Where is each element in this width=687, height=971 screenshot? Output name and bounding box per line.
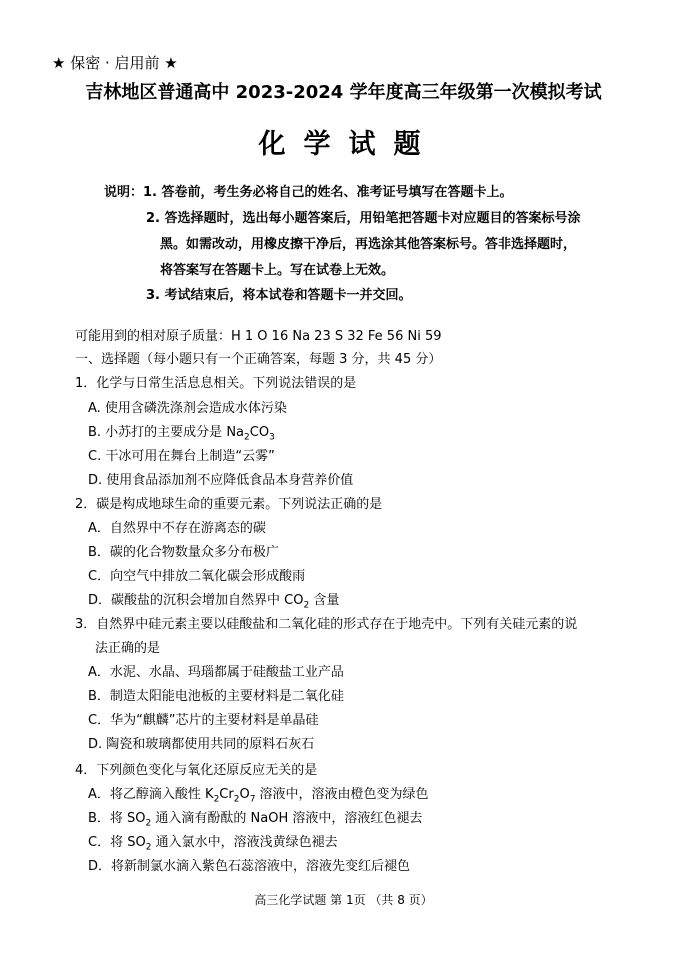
question-1-option-c: C. 干冰可用在舞台上制造“云雾” <box>88 449 275 464</box>
question-2-stem: 2．碳是构成地球生命的重要元素。下列说法正确的是 <box>75 497 383 512</box>
question-1-option-a: A. 使用含磷洗涤剂会造成水体污染 <box>88 401 287 416</box>
section-heading: 一、选择题（每小题只有一个正确答案，每题 3 分，共 45 分） <box>75 352 442 367</box>
instruction-line-3: 黑。如需改动，用橡皮擦干净后，再选涂其他答案标号。答非选择题时， <box>160 237 577 252</box>
question-2-option-a: A．自然界中不存在游离态的碳 <box>88 521 266 536</box>
instruction-line-4: 将答案写在答题卡上。写在试卷上无效。 <box>160 263 395 278</box>
question-2-option-b: B．碳的化合物数量众多分布极广 <box>88 545 279 560</box>
question-3-option-a: A．水泥、水晶、玛瑙都属于硅酸盐工业产品 <box>88 665 344 680</box>
question-3-stem-line-1: 3．自然界中硅元素主要以硅酸盐和二氧化硅的形式存在于地壳中。下列有关硅元素的说 <box>75 617 578 632</box>
page-footer: 高三化学试题 第 1页 （共 8 页） <box>254 893 433 907</box>
question-2-option-c: C．向空气中排放二氧化碳会形成酸雨 <box>88 569 306 584</box>
question-4-option-b: B．将 $SO_2$ 通入滴有酚酞的 NaOH 溶液中，溶液红色褪去 <box>88 811 423 829</box>
question-3-stem-line-2: 法正确的是 <box>95 641 161 656</box>
question-4-stem: 4．下列颜色变化与氧化还原反应无关的是 <box>75 763 318 778</box>
question-1-option-d: D. 使用食品添加剂不应降低食品本身营养价值 <box>88 473 354 488</box>
question-1-option-b: B. 小苏打的主要成分是 $Na_2CO_3$ <box>88 425 275 443</box>
instruction-line-1: 说明：1. 答卷前，考生务必将自己的姓名、准考证号填写在答题卡上。 <box>104 185 513 200</box>
confidential-mark: ★ 保密 · 启用前 ★ <box>52 54 178 72</box>
question-2-option-d: D．碳酸盐的沉积会增加自然界中 $CO_2$ 含量 <box>88 593 340 611</box>
subject-title: 化学试题 <box>258 129 439 160</box>
question-4-option-a: A．将乙醇滴入酸性 $K_2Cr_2O_7$ 溶液中，溶液由橙色变为绿色 <box>88 787 429 805</box>
exam-title: 吉林地区普通高中 2023-2024 学年度高三年级第一次模拟考试 <box>85 82 602 103</box>
question-1-stem: 1．化学与日常生活息息相关。下列说法错误的是 <box>75 376 357 391</box>
atomic-masses: 可能用到的相对原子质量：H 1 O 16 Na 23 S 32 Fe 56 Ni 59 <box>75 329 442 344</box>
question-4-option-c: C．将 $SO_2$ 通入氯水中，溶液浅黄绿色褪去 <box>88 835 338 853</box>
question-3-option-c: C．华为“麒麟”芯片的主要材料是单晶硅 <box>88 713 319 728</box>
instruction-line-2: 2. 答选择题时，选出每小题答案后，用铅笔把答题卡对应题目的答案标号涂 <box>146 211 581 226</box>
instruction-line-5: 3. 考试结束后，将本试卷和答题卡一并交回。 <box>146 288 412 303</box>
question-3-option-b: B．制造太阳能电池板的主要材料是二氧化硅 <box>88 689 344 704</box>
question-3-option-d: D. 陶瓷和玻璃都使用共同的原料石灰石 <box>88 737 315 752</box>
question-4-option-d: D．将新制氯水滴入紫色石蕊溶液中，溶液先变红后褪色 <box>88 859 411 874</box>
